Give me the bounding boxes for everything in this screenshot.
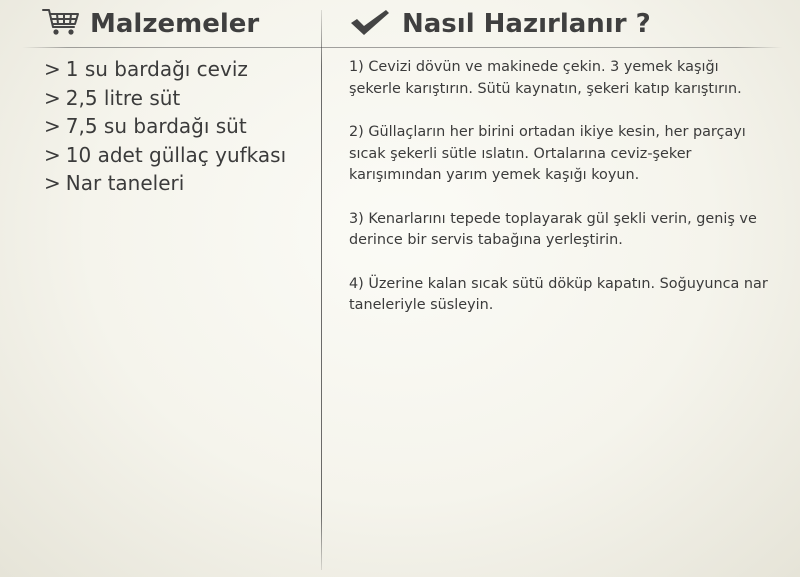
ingredients-list [44,55,286,198]
ingredient-item [44,55,286,84]
header-divider [22,47,782,48]
instruction-step: 2) Güllaçların her birini ortadan ikiye kesin, her parçayı sıcak şekerli sütle ıslatın. Ortalarına ceviz-şeker karışımından yarım yemek kaşığı koyun. [349,124,746,183]
ingredient-text: 7,5 su bardağı süt [65,114,247,139]
bullet: > [44,85,61,110]
instructions-header [350,0,651,48]
bullet: > [44,171,61,196]
instructions-steps [349,57,774,339]
instruction-step: 4) Üzerine kalan sıcak sütü döküp kapatın. Soğuyunca nar taneleriyle süsleyin. [349,275,768,313]
checkmark-icon [350,8,390,40]
instruction-step: 3) Kenarlarını tepede toplayarak gül şekli verin, geniş ve derince bir servis tabağına yerleştirin. [349,210,757,248]
ingredient-item [44,84,286,113]
column-divider [321,10,322,570]
bullet: > [44,57,61,81]
ingredient-text: Nar taneleri [65,171,185,196]
ingredient-text: 1 su bardağı ceviz [65,57,248,81]
ingredient-text: 2,5 litre süt [65,85,181,110]
bullet: > [44,114,61,139]
bullet: > [44,142,61,167]
ingredients-title: Malzemeler [90,9,260,39]
instruction-step: 1) Cevizi dövün ve makinede çekin. 3 yemek kaşığı şekerle karıştırın. Sütü kaynatın, şekeri katıp karıştırın. [349,59,742,97]
ingredient-item [44,112,286,141]
ingredients-header [42,0,259,48]
shopping-cart-icon [42,7,80,41]
ingredient-item [44,141,286,170]
instructions-title: Nasıl Hazırlanır ? [402,9,651,39]
ingredient-item [44,169,286,198]
ingredient-text: 10 adet güllaç yufkası [65,142,287,167]
